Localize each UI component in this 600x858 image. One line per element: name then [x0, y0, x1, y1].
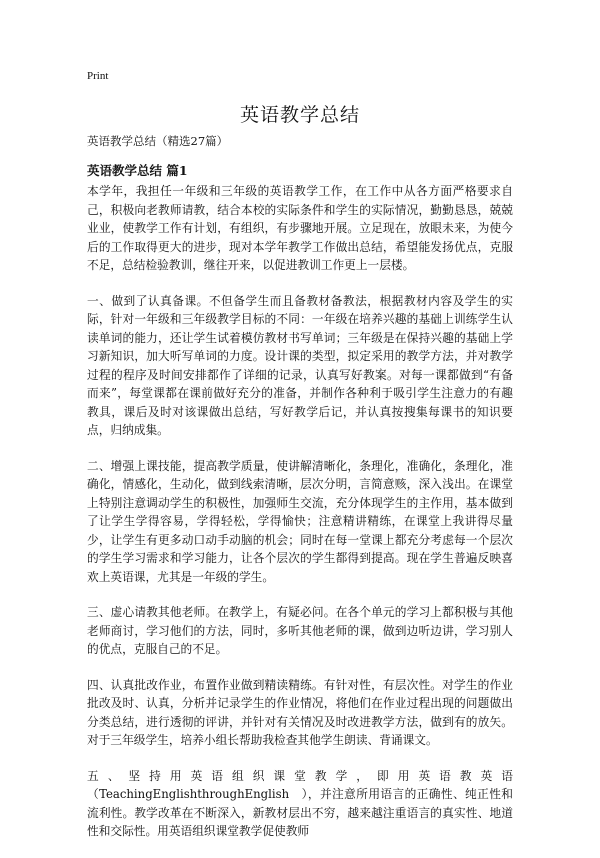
paragraph-1: 一、做到了认真备课。不但备学生而且备教材备教法，根据教材内容及学生的实际，针对一年级和三年级教学目标的不同：一年级在培养兴趣的基础上训练学生认读单词的能力，还让学生试着模仿教材书写单词；三年级是在保持兴趣的基础上学习新知识，加大听写单词的力度。设计课的类型，拟定采用的教学方法，并对教学过程的程序及时间安排都作了详细的记录，认真写好教案。对每一课都做到“有备而来”，每堂课都在课前做好充分的准备，并制作各种利于吸引学生注意力的有趣教具，课后及时对该课做出总结，写好教学后记，并认真按搜集每课书的知识要点，归纳成集。 [87, 293, 513, 437]
article-body [87, 182, 513, 858]
paragraph-3: 三、虚心请教其他老师。在教学上，有疑必问。在各个单元的学习上都积极与其他老师商讨，学习他们的方法，同时，多听其他老师的课，做到边听边讲，学习别人的优点，克服自己的不足。 [87, 605, 513, 656]
page-title: 英语教学总结 [239, 104, 360, 126]
paragraph-5: 五、坚持用英语组织课堂教学，即用英语教英语（TeachingEnglishthroughEnglish ），并注意所用语言的正确性、纯正性和流利性。教学改革在不断深入，新教材层出不穷，越来越注重语言的真实性、地道性和交际性。用英语组织课堂教学促使教师 [87, 768, 513, 838]
paragraph-2: 二、增强上课技能，提高教学质量，使讲解清晰化，条理化，准确化，条理化，准确化，情感化，生动化，做到线索清晰，层次分明，言简意赅，深入浅出。在课堂上特别注意调动学生的积极性，加强师生交流，充分体现学生的主作用，基本做到了让学生学得容易，学得轻松，学得愉快；注意精讲精练，在课堂上我讲得尽量少，让学生有更多动口动手动脑的机会；同时在每一堂课上都充分考虑每一个层次的学生学习需求和学习能力，让各个层次的学生都得到提高。现在学生普遍反映喜欢上英语课，尤其是一年级的学生。 [87, 458, 513, 584]
section-heading: 英语教学总结 篇1 [87, 163, 188, 178]
document-subtitle: 英语教学总结（精选27篇） [87, 134, 229, 148]
paragraph-intro: 本学年，我担任一年级和三年级的英语教学工作，在工作中从各方面严格要求自己，积极向老教师请教，结合本校的实际条件和学生的实际情况，勤勤恳恳，兢兢业业，使教学工作有计划，有组织，有步骤地开展。立足现在，放眼未来，为使今后的工作取得更大的进步，现对本学年教学工作做出总结，希望能发扬优点，克服不足，总结检验教训，继往开来，以促进教训工作更上一层楼。 [87, 184, 513, 272]
paragraph-4: 四、认真批改作业，布置作业做到精读精练。有针对性，有层次性。对学生的作业批改及时、认真，分析并记录学生的作业情况，将他们在作业过程出现的问题做出分类总结，进行透彻的评讲，并针对有关情况及时改进教学方法，做到有的放矢。对于三年级学生，培养小组长帮助我检查其他学生朗读、背诵课文。 [87, 677, 513, 747]
print-link[interactable]: Print [87, 70, 109, 82]
